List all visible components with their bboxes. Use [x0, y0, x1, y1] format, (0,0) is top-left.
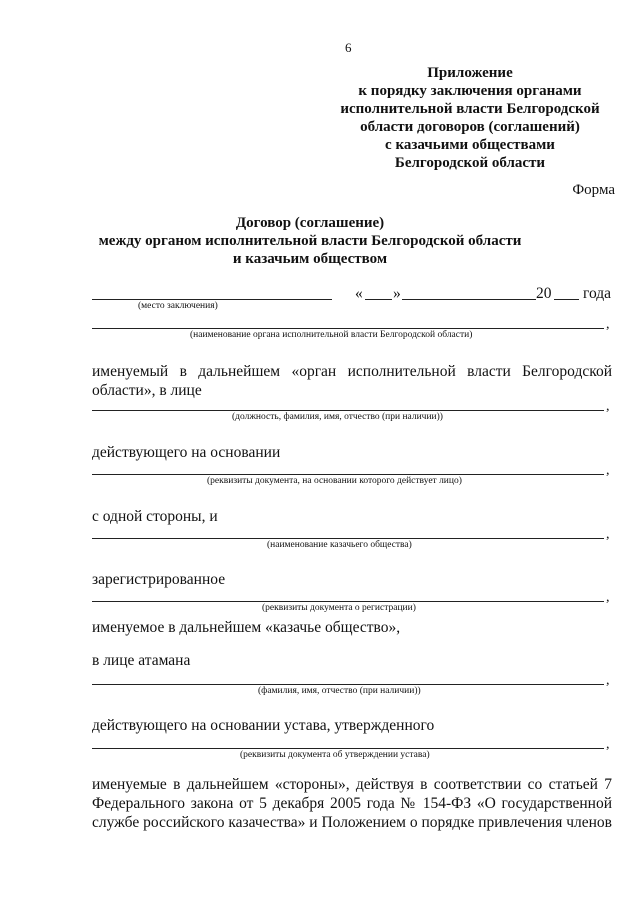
authority-line2: области», в лице: [92, 382, 202, 399]
charter-line[interactable]: [92, 748, 604, 749]
ataman-name-line[interactable]: [92, 684, 604, 685]
form-label: Форма: [572, 182, 615, 198]
year-prefix: 20: [536, 285, 552, 302]
place-caption: (место заключения): [138, 301, 218, 311]
comma: ,: [606, 399, 610, 414]
authority-name-caption: (наименование органа исполнительной власти Белгородской области): [190, 330, 473, 340]
paragraph-line: Федерального закона от 5 декабря 2005 года № 154-ФЗ «О государственной: [92, 795, 612, 812]
title-line: и казачьим обществом: [232, 251, 388, 267]
acting-on-basis-text: действующего на основании: [92, 444, 281, 461]
document-caption: (реквизиты документа, на основании которого действует лицо): [207, 476, 462, 486]
appendix-line: с казачьими обществами: [385, 137, 555, 153]
close-quote: »: [393, 285, 401, 302]
title-line: между органом исполнительной власти Белгородской области: [98, 233, 522, 249]
appendix-line: к порядку заключения органами: [358, 83, 582, 99]
open-quote: «: [355, 285, 363, 302]
document-title: [90, 214, 530, 268]
position-caption: (должность, фамилия, имя, отчество (при наличии)): [232, 412, 443, 422]
place-field-line[interactable]: [92, 299, 332, 300]
appendix-line: области договоров (соглашений): [360, 119, 580, 135]
year-word: года: [583, 285, 612, 302]
appendix-line: исполнительной власти Белгородской: [340, 101, 600, 117]
paragraph-line: службе российского казачества» и Положением о порядке привлечения членов: [92, 814, 612, 831]
acting-charter-text: действующего на основании устава, утвержденного: [92, 717, 435, 734]
authority-line1: именуемый в дальнейшем «орган исполнительной власти Белгородской: [92, 363, 612, 380]
page-number: 6: [345, 40, 352, 55]
title-line: Договор (соглашение): [235, 215, 385, 231]
day-field-line[interactable]: [365, 299, 392, 300]
paragraph-line: именуемые в дальнейшем «стороны», действуя в соответствии со статьей 7: [92, 776, 612, 793]
comma: ,: [606, 527, 610, 542]
comma: ,: [606, 317, 610, 332]
appendix-block: [320, 64, 620, 172]
comma: ,: [606, 737, 610, 752]
hereinafter-society-text: именуемое в дальнейшем «казачье общество»,: [92, 619, 401, 636]
parties-paragraph: [92, 775, 612, 832]
appendix-line: Белгородской области: [394, 155, 546, 171]
ataman-text: в лице атамана: [92, 652, 191, 669]
ataman-caption: (фамилия, имя, отчество (при наличии)): [258, 686, 421, 696]
position-line[interactable]: [92, 410, 604, 411]
registration-line[interactable]: [92, 601, 604, 602]
year-field-line[interactable]: [554, 299, 579, 300]
month-field-line[interactable]: [402, 299, 536, 300]
appendix-line: Приложение: [427, 65, 513, 81]
charter-caption: (реквизиты документа об утверждении устава): [240, 750, 430, 760]
document-line[interactable]: [92, 474, 604, 475]
registration-caption: (реквизиты документа о регистрации): [262, 603, 416, 613]
society-name-line[interactable]: [92, 538, 604, 539]
registered-text: зарегистрированное: [92, 571, 226, 588]
authority-name-line[interactable]: [92, 328, 604, 329]
society-name-caption: (наименование казачьего общества): [267, 540, 412, 550]
comma: ,: [606, 463, 610, 478]
comma: ,: [606, 673, 610, 688]
comma: ,: [606, 590, 610, 605]
one-side-text: с одной стороны, и: [92, 508, 218, 525]
